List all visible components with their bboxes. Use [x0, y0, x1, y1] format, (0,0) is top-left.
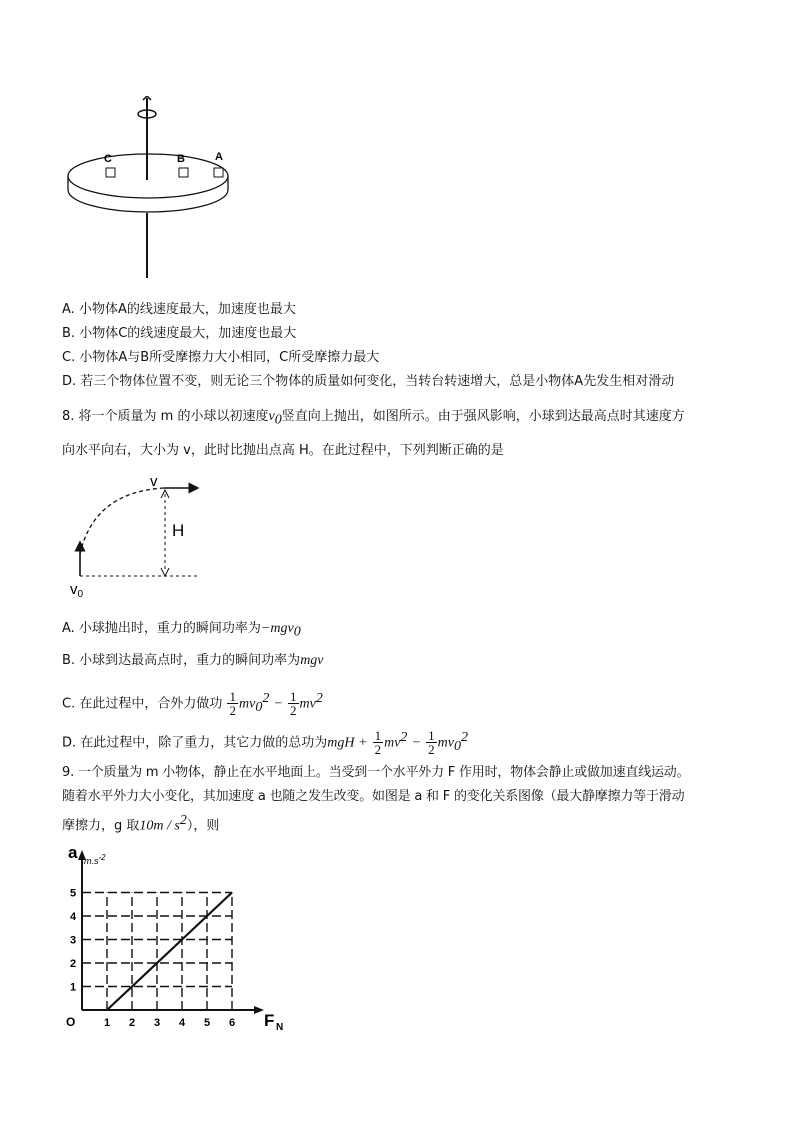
y-axis-label: a	[68, 843, 78, 862]
y-tick-label: 1	[70, 981, 77, 994]
x-tick-label: 6	[229, 1017, 236, 1029]
origin-label: O	[66, 1015, 76, 1029]
projectile-figure	[66, 472, 206, 600]
q8-stem-line1: 8. 将一个质量为 m 的小球以初速度$v_0$竖直向上抛出，如图所示。由于强风影响，小球到达最高点时其速度方	[62, 409, 685, 428]
chart-grid	[82, 893, 232, 1011]
x-tick-label: 2	[129, 1017, 136, 1029]
x-tick-label: 5	[204, 1017, 211, 1029]
fraction-half: $\frac{1}{2}$	[428, 728, 435, 758]
x-axis-unit: N	[276, 1022, 284, 1032]
q8-option-a: A. 小球抛出时，重力的瞬间功率为−mgv$_0$	[62, 621, 301, 640]
label-v: v	[150, 473, 158, 490]
y-tick-label: 2	[70, 958, 77, 970]
y-tick-label: 3	[70, 934, 77, 947]
label-a: A	[215, 151, 223, 163]
q8-stem-line2: 向水平向右，大小为 v，此时比抛出点高 H。在此过程中，下列判断正确的是	[62, 443, 504, 458]
label-c: C	[104, 153, 112, 165]
series-line-a-f	[107, 893, 232, 1011]
fraction-half: $\frac{1}{2}$	[290, 689, 297, 719]
y-tick-label: 5	[70, 887, 77, 900]
x-axis-label: F	[264, 1011, 275, 1030]
x-axis-arrow-icon	[254, 1006, 264, 1014]
q9-stem-line1: 9. 一个质量为 m 小物体，静止在水平地面上。当受到一个水平外力 F 作用时，物体会静止或做加速直线运动。	[62, 765, 690, 780]
y-tick-label: 4	[70, 911, 77, 923]
label-b: B	[177, 153, 185, 165]
turntable-figure	[60, 96, 240, 282]
q7-option-b: B. 小物体C的线速度最大，加速度也最大	[62, 326, 297, 341]
q7-option-c: C. 小物体A与B所受摩擦力大小相同，C所受摩擦力最大	[62, 350, 380, 365]
q8-option-d: D. 在此过程中，除了重力，其它力做的总功为mgH + $\frac{1}{2}$ $mv^2$ − $\frac{1}{2}$ $mv_0^2$	[62, 728, 468, 758]
x-tick-label: 4	[179, 1017, 186, 1029]
chart-axes	[78, 850, 264, 1014]
fraction-half: $\frac{1}{2}$	[374, 728, 382, 758]
q9-stem-line2: 随着水平外力大小变化，其加速度 a 也随之发生改变。如图是 a 和 F 的变化关系图像（最大静摩擦力等于滑动	[62, 789, 685, 804]
q8-option-b: B. 小球到达最高点时，重力的瞬间功率为mgv	[62, 653, 324, 668]
trajectory-curve	[80, 488, 164, 554]
label-h: H	[172, 521, 185, 540]
q9-stem-line3: 摩擦力，g 取$10m / s^2$），则	[62, 813, 220, 834]
fraction-half: $\frac{1}{2}$	[229, 689, 236, 719]
x-tick-label: 1	[104, 1017, 111, 1029]
a-f-chart	[62, 842, 302, 1032]
x-tick-label: 3	[154, 1017, 161, 1029]
label-v0: $v_0$	[70, 581, 84, 600]
q7-option-d: D. 若三个物体位置不变，则无论三个物体的质量如何变化，当转台转速增大，总是小物体A先发生相对滑动	[62, 374, 675, 389]
q8-option-c: C. 在此过程中，合外力做功 $\frac{1}{2}$ $mv_0^2$ − $\frac{1}{2}$ $mv^2$	[62, 689, 323, 719]
q7-option-a: A. 小物体A的线速度最大，加速度也最大	[62, 302, 296, 317]
y-axis-unit: m.s-2	[84, 853, 106, 866]
